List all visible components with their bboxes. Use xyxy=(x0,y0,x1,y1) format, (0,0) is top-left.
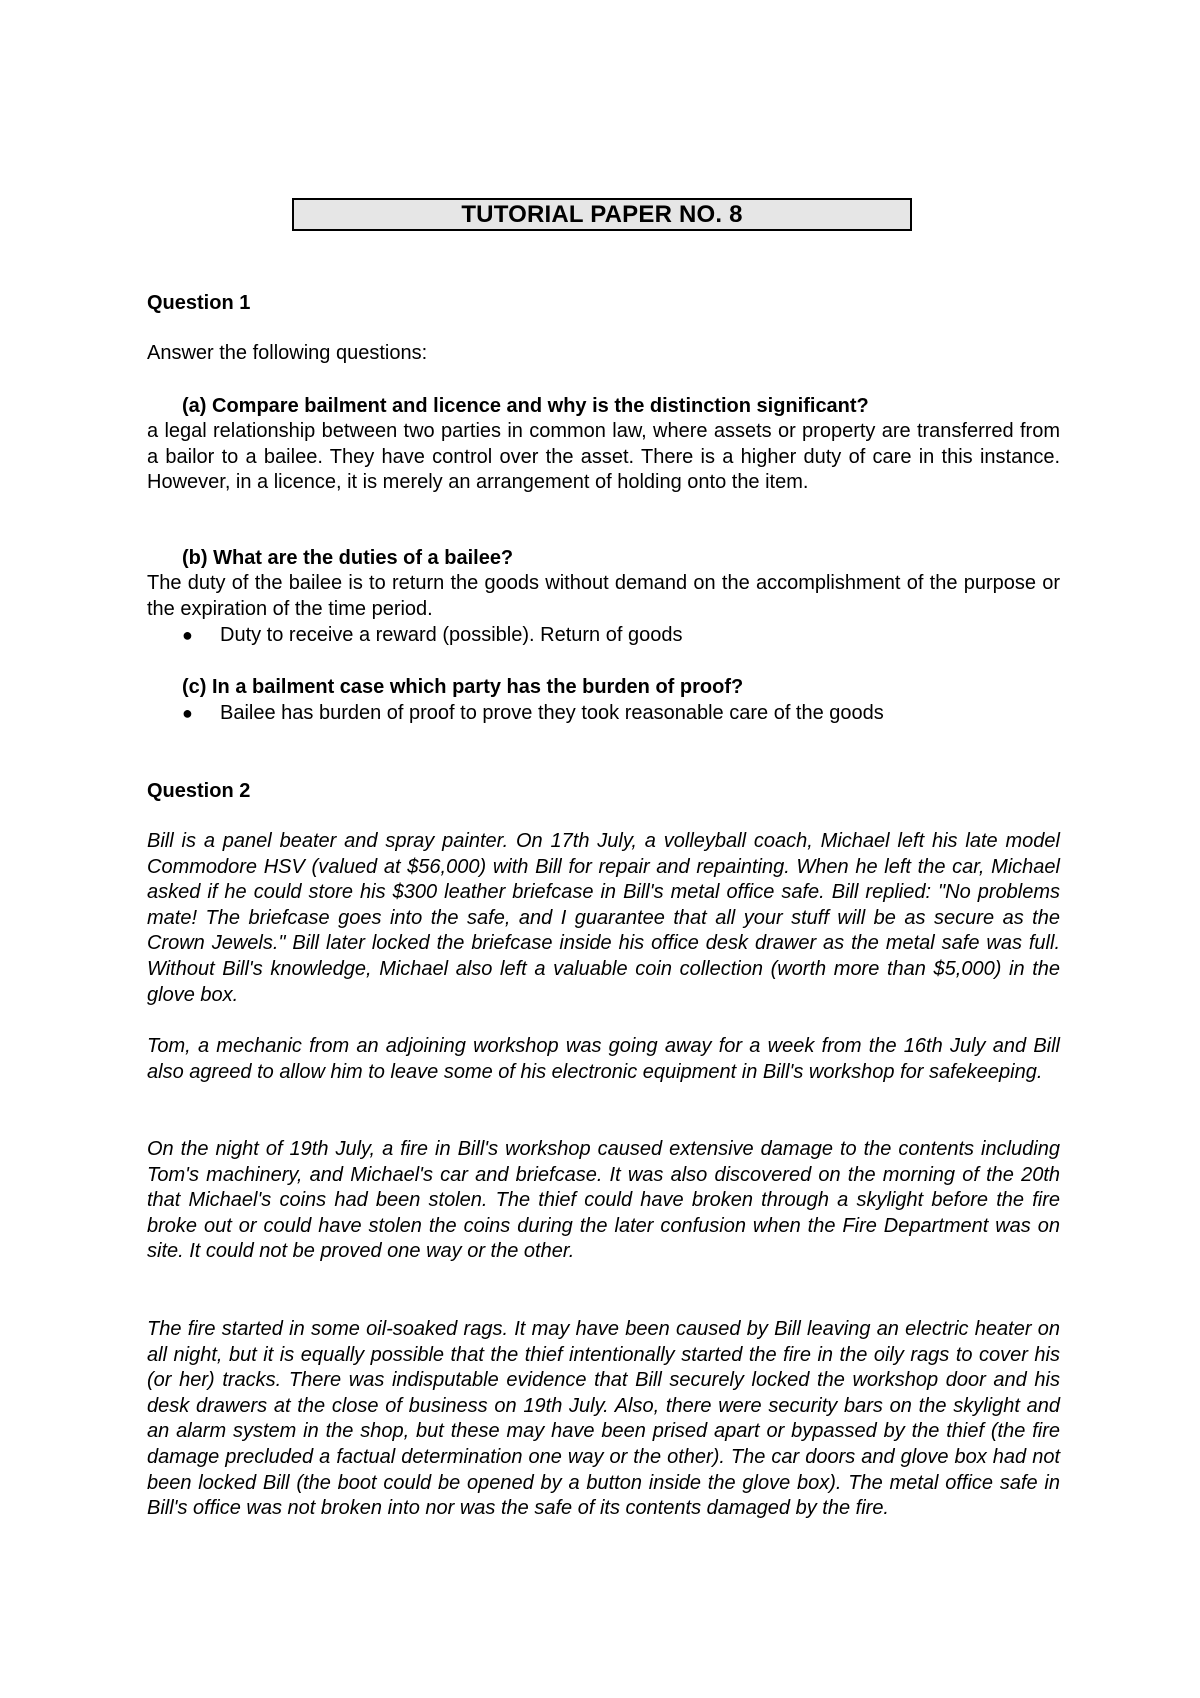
bullet-text: Bailee has burden of proof to prove they took reasonable care of the goods xyxy=(220,702,884,724)
question-1b-answer: The duty of the bailee is to return the goods without demand on the accomplishment of the purpose or the expiration of the time period. xyxy=(147,572,1060,620)
page-title: TUTORIAL PAPER NO. 8 xyxy=(292,198,912,231)
bullet-text: Duty to receive a reward (possible). Return of goods xyxy=(220,624,683,646)
bullet-icon: ● xyxy=(182,703,193,723)
question-1b-bullet xyxy=(147,622,1095,648)
bullet-icon: ● xyxy=(182,625,193,645)
question-1a-prompt: (a) Compare bailment and licence and why is the distinction significant? xyxy=(182,395,869,417)
question-1c-bullet xyxy=(147,700,1095,726)
question-2-paragraph-4: The fire started in some oil-soaked rags. It may have been caused by Bill leaving an electric heater on all night, but it is equally possible that the thief intentionally started the fire in the oily rags to cover his (or her) tracks. There was indisputable evidence that Bill securely locked the workshop door and his desk drawers at the close of business on 19th July. Also, there were security bars on the skylight and an alarm system in the shop, but these may have been prised apart or bypassed by the thief (the fire damage precluded a factual determination one way or the other). The car doors and glove box had not been locked Bill (the boot could be opened by a button inside the glove box). The metal office safe in Bill's office was not broken into nor was the safe of its contents damaged by the fire. xyxy=(147,1318,1060,1520)
question-1b-prompt: (b) What are the duties of a bailee? xyxy=(182,547,514,569)
question-1c-prompt: (c) In a bailment case which party has the burden of proof? xyxy=(182,676,744,698)
question-2-heading: Question 2 xyxy=(147,780,251,802)
question-1-intro: Answer the following questions: xyxy=(147,342,428,364)
question-1-heading: Question 1 xyxy=(147,292,251,314)
question-2-paragraph-1: Bill is a panel beater and spray painter. On 17th July, a volleyball coach, Michael left his late model Commodore HSV (valued at $56,000) with Bill for repair and repainting. When he left the car, Michael asked if he could store his $300 leather briefcase in Bill's metal office safe. Bill replied: "No problems mate! The briefcase goes into the safe, and I guarantee that all your stuff will be as secure as the Crown Jewels." Bill later locked the briefcase inside his office desk drawer as the metal safe was full. Without Bill's knowledge, Michael also left a valuable coin collection (worth more than $5,000) in the glove box. xyxy=(147,830,1060,1006)
question-1a-answer: a legal relationship between two parties in common law, where assets or property are transferred from a bailor to a bailee. They have control over the asset. There is a higher duty of care in this instance. However, in a licence, it is merely an arrangement of holding onto the item. xyxy=(147,420,1060,494)
question-2-paragraph-3: On the night of 19th July, a fire in Bill's workshop caused extensive damage to the contents including Tom's machinery, and Michael's car and briefcase. It was also discovered on the morning of the 20th that Michael's coins had been stolen. The thief could have broken through a skylight before the fire broke out or could have stolen the coins during the later confusion when the Fire Department was on site. It could not be proved one way or the other. xyxy=(147,1138,1060,1263)
question-2-paragraph-2: Tom, a mechanic from an adjoining workshop was going away for a week from the 16th July and Bill also agreed to allow him to leave some of his electronic equipment in Bill's workshop for safekeeping. xyxy=(147,1035,1060,1083)
